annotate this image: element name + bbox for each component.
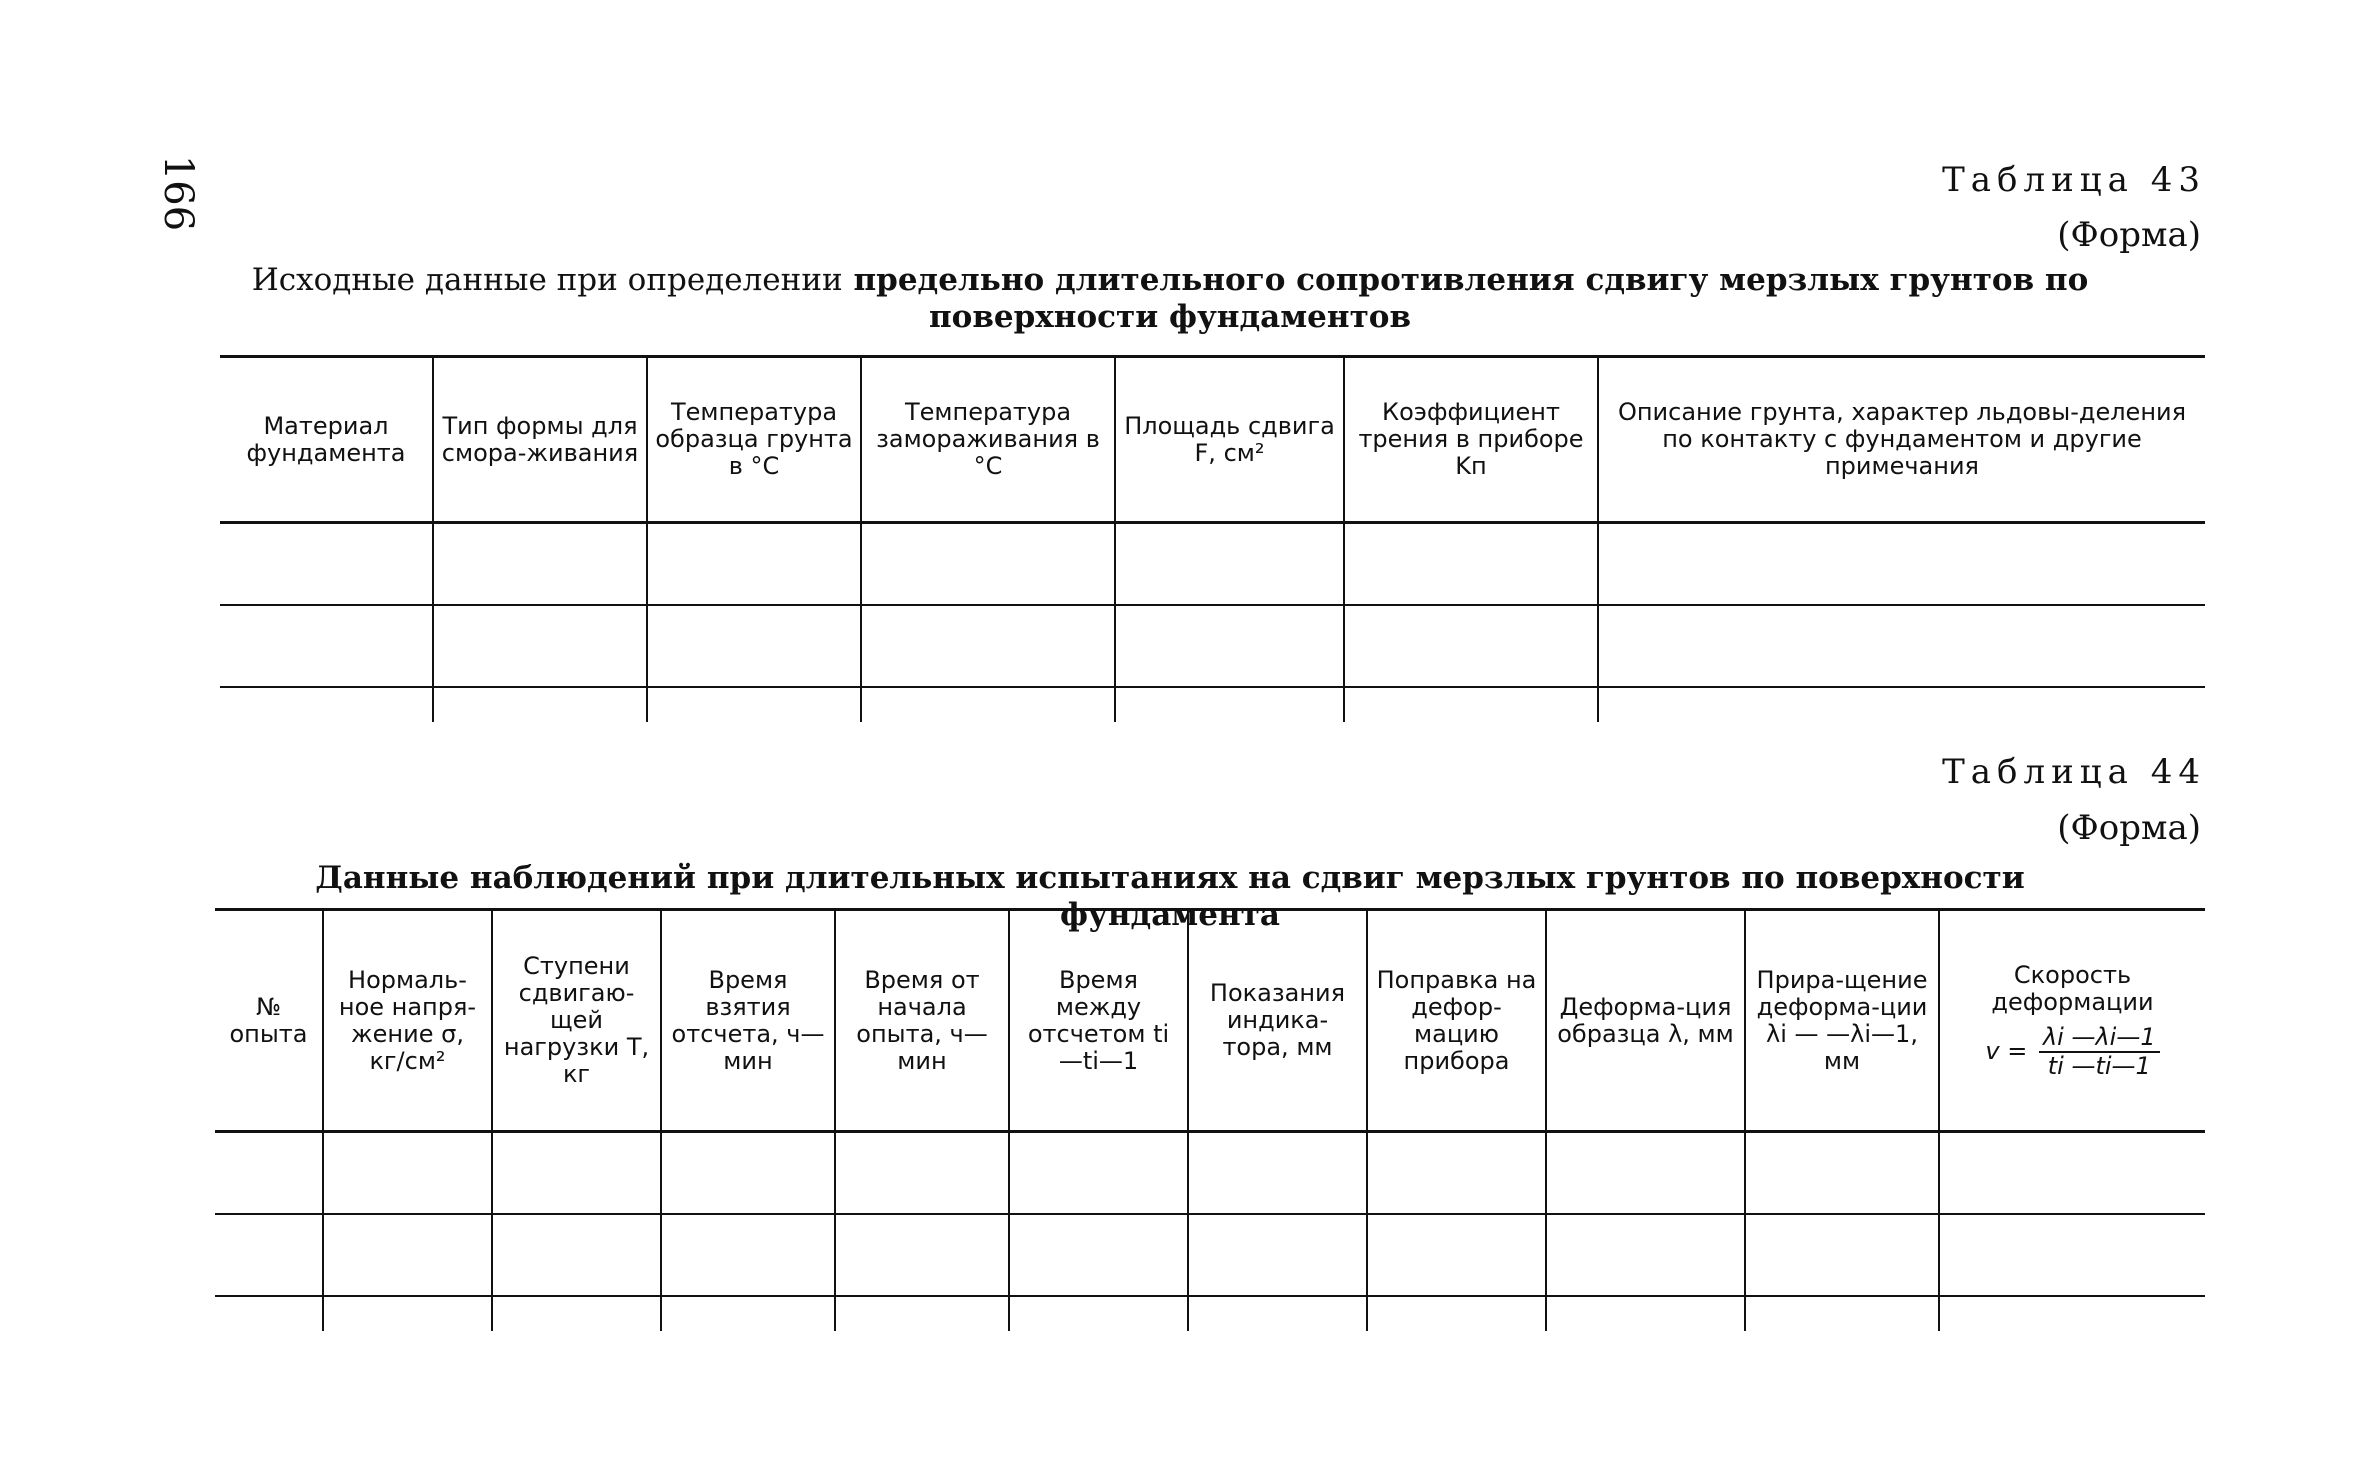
table43-row bbox=[220, 687, 2205, 722]
t44-cell[interactable] bbox=[1745, 1214, 1939, 1296]
t43-cell[interactable] bbox=[1344, 605, 1598, 687]
table43-row bbox=[220, 605, 2205, 687]
t43-cell[interactable] bbox=[1115, 605, 1344, 687]
t44-cell[interactable] bbox=[215, 1132, 323, 1215]
t43-cell[interactable] bbox=[1344, 523, 1598, 606]
t44-cell[interactable] bbox=[323, 1132, 492, 1215]
t43-cell[interactable] bbox=[433, 605, 647, 687]
t44-col-increment: Прира-щение деформа-ции λi — —λi—1, мм bbox=[1745, 910, 1939, 1132]
t43-cell[interactable] bbox=[647, 687, 861, 722]
formula-denominator: ti —ti—1 bbox=[2047, 1051, 2151, 1080]
t44-cell[interactable] bbox=[1546, 1214, 1745, 1296]
t44-cell[interactable] bbox=[492, 1214, 661, 1296]
table43-title-plain: Исходные данные при определении bbox=[251, 262, 843, 298]
table44-form-note: (Форма) bbox=[2057, 808, 2201, 848]
t44-cell[interactable] bbox=[835, 1214, 1009, 1296]
table43-title-bold: предельно длительного bbox=[853, 262, 1286, 298]
t44-cell[interactable] bbox=[1188, 1214, 1367, 1296]
t43-cell[interactable] bbox=[433, 687, 647, 722]
t44-col-reading-time: Время взятия отсчета, ч—мин bbox=[661, 910, 835, 1132]
t44-cell[interactable] bbox=[1188, 1296, 1367, 1331]
t43-cell[interactable] bbox=[1598, 523, 2205, 606]
t44-cell[interactable] bbox=[323, 1296, 492, 1331]
t43-cell[interactable] bbox=[433, 523, 647, 606]
t44-cell[interactable] bbox=[1009, 1214, 1188, 1296]
t44-cell[interactable] bbox=[1009, 1296, 1188, 1331]
t44-col-indicator: Показания индика-тора, мм bbox=[1188, 910, 1367, 1132]
t44-velocity-label: Скорость деформации bbox=[1991, 960, 2154, 1016]
t44-cell[interactable] bbox=[1367, 1296, 1546, 1331]
t44-col-correction: Поправка на дефор-мацию прибора bbox=[1367, 910, 1546, 1132]
t43-cell[interactable] bbox=[1344, 687, 1598, 722]
t44-cell[interactable] bbox=[1939, 1132, 2205, 1215]
t43-col-description: Описание грунта, характер льдовы-деления по контакту с фундаментом и другие примечания bbox=[1598, 357, 2205, 523]
t44-cell[interactable] bbox=[1546, 1296, 1745, 1331]
t44-cell[interactable] bbox=[835, 1132, 1009, 1215]
t44-col-deformation: Деформа-ция образца λ, мм bbox=[1546, 910, 1745, 1132]
t43-col-form-type: Тип формы для смора-живания bbox=[433, 357, 647, 523]
velocity-formula bbox=[1946, 1024, 2199, 1080]
formula-lhs: v = bbox=[1985, 1036, 2028, 1065]
t43-col-friction-coef: Коэффициент трения в приборе Kп bbox=[1344, 357, 1598, 523]
formula-fraction bbox=[2039, 1024, 2160, 1080]
t44-cell[interactable] bbox=[1367, 1132, 1546, 1215]
t44-col-interval: Время между отсчетом ti —ti—1 bbox=[1009, 910, 1188, 1132]
t43-cell[interactable] bbox=[861, 687, 1115, 722]
page-number: 166 bbox=[155, 154, 202, 232]
table43-form-note: (Форма) bbox=[2057, 215, 2201, 255]
t44-cell[interactable] bbox=[215, 1214, 323, 1296]
t44-cell[interactable] bbox=[1546, 1132, 1745, 1215]
t43-col-sample-temp: Температура образца грунта в °С bbox=[647, 357, 861, 523]
table43-header-row bbox=[220, 357, 2205, 523]
t44-cell[interactable] bbox=[1188, 1132, 1367, 1215]
table43-label: Таблица 43 bbox=[1942, 160, 2206, 200]
t44-cell[interactable] bbox=[1745, 1296, 1939, 1331]
table44-row bbox=[215, 1132, 2205, 1215]
table44-row bbox=[215, 1296, 2205, 1331]
table43-title bbox=[220, 262, 2120, 336]
table44-title: Данные наблюдений при длительных испытаниях на сдвиг мерзлых грунтов по поверхности фундамента bbox=[315, 860, 2025, 933]
formula-numerator: λi —λi—1 bbox=[2039, 1024, 2160, 1053]
t44-cell[interactable] bbox=[1745, 1132, 1939, 1215]
t43-cell[interactable] bbox=[861, 523, 1115, 606]
table44-header-row bbox=[215, 910, 2205, 1132]
t44-col-velocity bbox=[1939, 910, 2205, 1132]
t43-cell[interactable] bbox=[861, 605, 1115, 687]
t43-col-freeze-temp: Температура замораживания в °С bbox=[861, 357, 1115, 523]
t43-cell[interactable] bbox=[1598, 605, 2205, 687]
t43-cell[interactable] bbox=[1115, 687, 1344, 722]
t43-cell[interactable] bbox=[1598, 687, 2205, 722]
t44-cell[interactable] bbox=[661, 1296, 835, 1331]
t44-col-elapsed-time: Время от начала опыта, ч—мин bbox=[835, 910, 1009, 1132]
t44-cell[interactable] bbox=[1009, 1132, 1188, 1215]
t44-col-normal-stress: Нормаль-ное напря-жение σ, кг/см² bbox=[323, 910, 492, 1132]
t44-col-load-steps: Ступени сдвигаю-щей нагрузки T, кг bbox=[492, 910, 661, 1132]
t44-cell[interactable] bbox=[492, 1132, 661, 1215]
t43-cell[interactable] bbox=[647, 523, 861, 606]
table44 bbox=[215, 908, 2205, 1331]
t44-cell[interactable] bbox=[661, 1214, 835, 1296]
t44-cell[interactable] bbox=[661, 1132, 835, 1215]
t44-col-number: № опыта bbox=[215, 910, 323, 1132]
t44-cell[interactable] bbox=[835, 1296, 1009, 1331]
t44-cell[interactable] bbox=[1939, 1214, 2205, 1296]
t44-cell[interactable] bbox=[323, 1214, 492, 1296]
t43-cell[interactable] bbox=[220, 687, 433, 722]
table43-row bbox=[220, 523, 2205, 606]
t44-cell[interactable] bbox=[1939, 1296, 2205, 1331]
table43-title-rest: сопротивления сдвигу мерзлых грунтов по поверхности фундаментов bbox=[928, 262, 2089, 335]
t43-col-shear-area: Площадь сдвига F, см² bbox=[1115, 357, 1344, 523]
t44-cell[interactable] bbox=[1367, 1214, 1546, 1296]
table44-label: Таблица 44 bbox=[1942, 752, 2206, 792]
t43-cell[interactable] bbox=[1115, 523, 1344, 606]
t44-cell[interactable] bbox=[492, 1296, 661, 1331]
t43-cell[interactable] bbox=[220, 605, 433, 687]
table43 bbox=[220, 355, 2205, 722]
table44-row bbox=[215, 1214, 2205, 1296]
t43-cell[interactable] bbox=[220, 523, 433, 606]
t43-col-material: Материал фундамента bbox=[220, 357, 433, 523]
t44-cell[interactable] bbox=[215, 1296, 323, 1331]
t43-cell[interactable] bbox=[647, 605, 861, 687]
